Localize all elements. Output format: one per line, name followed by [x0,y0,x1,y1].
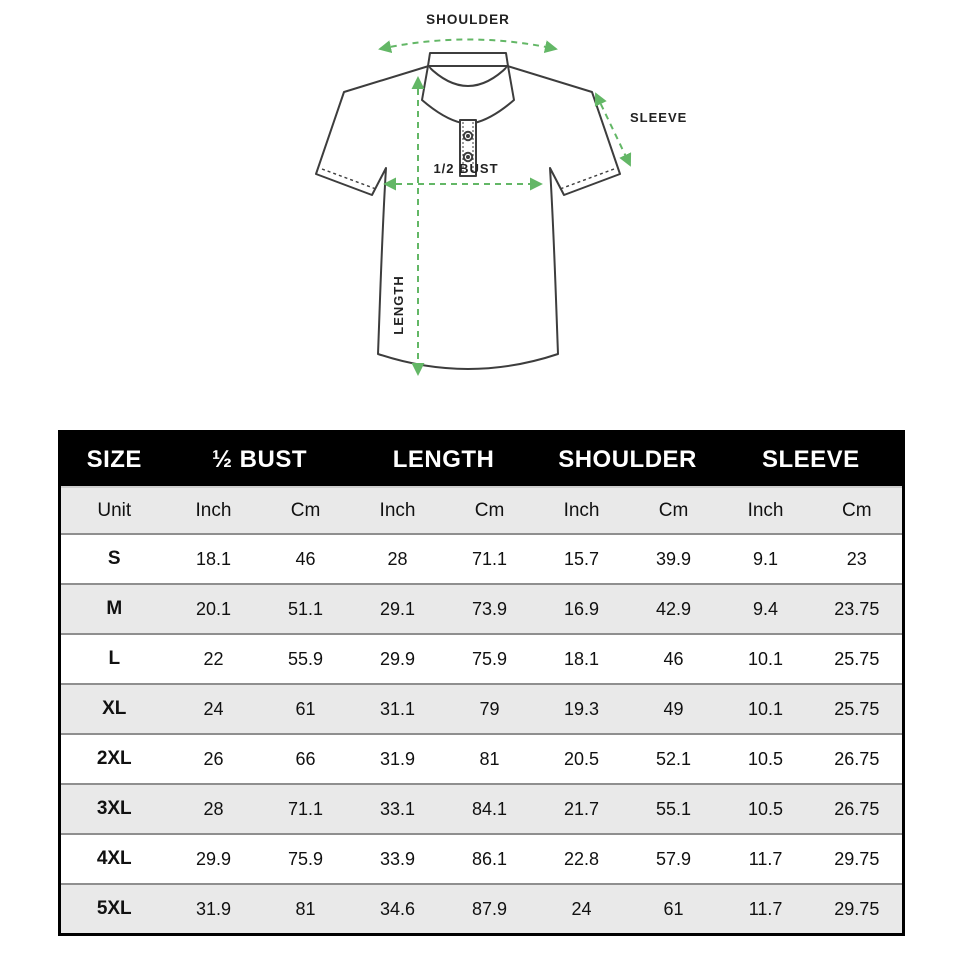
shoulder-arrow [380,40,556,50]
measurement-diagram [276,2,720,426]
value-cell: 49 [628,684,720,734]
value-cell: 71.1 [444,534,536,584]
value-cell: 28 [168,784,260,834]
value-cell: 18.1 [168,534,260,584]
unit-cell: Inch [352,487,444,534]
table-row-xl [60,684,904,734]
value-cell: 10.5 [720,734,812,784]
value-cell: 10.1 [720,634,812,684]
table-row-5xl [60,884,904,935]
size-cell: 5XL [60,884,168,935]
value-cell: 11.7 [720,884,812,935]
table-row-3xl [60,784,904,834]
unit-cell: Cm [444,487,536,534]
value-cell: 87.9 [444,884,536,935]
table-header-row [60,432,904,488]
header-length: LENGTH [352,432,536,488]
value-cell: 28 [352,534,444,584]
value-cell: 29.9 [168,834,260,884]
value-cell: 23 [812,534,904,584]
unit-cell: Inch [168,487,260,534]
value-cell: 20.5 [536,734,628,784]
shoulder-label: SHOULDER [426,12,510,27]
header-half-bust: ½ BUST [168,432,352,488]
size-cell: 3XL [60,784,168,834]
value-cell: 55.1 [628,784,720,834]
value-cell: 33.9 [352,834,444,884]
unit-cell: Cm [628,487,720,534]
value-cell: 20.1 [168,584,260,634]
value-cell: 16.9 [536,584,628,634]
value-cell: 19.3 [536,684,628,734]
value-cell: 29.1 [352,584,444,634]
value-cell: 22 [168,634,260,684]
value-cell: 25.75 [812,684,904,734]
half-bust-label: 1/2 BUST [433,161,499,176]
value-cell: 86.1 [444,834,536,884]
header-shoulder: SHOULDER [536,432,720,488]
value-cell: 21.7 [536,784,628,834]
unit-cell: Cm [260,487,352,534]
value-cell: 75.9 [444,634,536,684]
value-cell: 66 [260,734,352,784]
value-cell: 33.1 [352,784,444,834]
size-cell: 4XL [60,834,168,884]
sleeve-label: SLEEVE [630,110,688,125]
value-cell: 22.8 [536,834,628,884]
value-cell: 61 [628,884,720,935]
unit-label: Unit [60,487,168,534]
value-cell: 51.1 [260,584,352,634]
value-cell: 26.75 [812,734,904,784]
size-cell: S [60,534,168,584]
value-cell: 24 [168,684,260,734]
unit-cell: Cm [812,487,904,534]
value-cell: 71.1 [260,784,352,834]
value-cell: 10.1 [720,684,812,734]
size-cell: 2XL [60,734,168,784]
value-cell: 29.75 [812,834,904,884]
value-cell: 55.9 [260,634,352,684]
value-cell: 24 [536,884,628,935]
unit-cell: Inch [536,487,628,534]
value-cell: 39.9 [628,534,720,584]
value-cell: 11.7 [720,834,812,884]
value-cell: 34.6 [352,884,444,935]
length-label: LENGTH [391,275,406,335]
size-cell: M [60,584,168,634]
value-cell: 57.9 [628,834,720,884]
value-cell: 26.75 [812,784,904,834]
value-cell: 25.75 [812,634,904,684]
table-row-2xl [60,734,904,784]
value-cell: 31.1 [352,684,444,734]
value-cell: 26 [168,734,260,784]
size-table [58,430,905,936]
value-cell: 23.75 [812,584,904,634]
value-cell: 81 [260,884,352,935]
value-cell: 81 [444,734,536,784]
value-cell: 42.9 [628,584,720,634]
value-cell: 52.1 [628,734,720,784]
header-sleeve: SLEEVE [720,432,904,488]
table-row-4xl [60,834,904,884]
value-cell: 31.9 [352,734,444,784]
value-cell: 31.9 [168,884,260,935]
value-cell: 75.9 [260,834,352,884]
table-row-m [60,584,904,634]
value-cell: 79 [444,684,536,734]
polo-shirt-drawing [276,2,720,426]
value-cell: 9.4 [720,584,812,634]
polo-shirt-outline [316,53,620,369]
value-cell: 73.9 [444,584,536,634]
value-cell: 46 [260,534,352,584]
table-row-l [60,634,904,684]
header-size: SIZE [60,432,168,488]
unit-cell: Inch [720,487,812,534]
value-cell: 15.7 [536,534,628,584]
value-cell: 84.1 [444,784,536,834]
value-cell: 46 [628,634,720,684]
size-cell: XL [60,684,168,734]
value-cell: 29.75 [812,884,904,935]
value-cell: 10.5 [720,784,812,834]
value-cell: 9.1 [720,534,812,584]
value-cell: 29.9 [352,634,444,684]
value-cell: 18.1 [536,634,628,684]
table-row-s [60,534,904,584]
unit-row [60,487,904,534]
size-cell: L [60,634,168,684]
value-cell: 61 [260,684,352,734]
